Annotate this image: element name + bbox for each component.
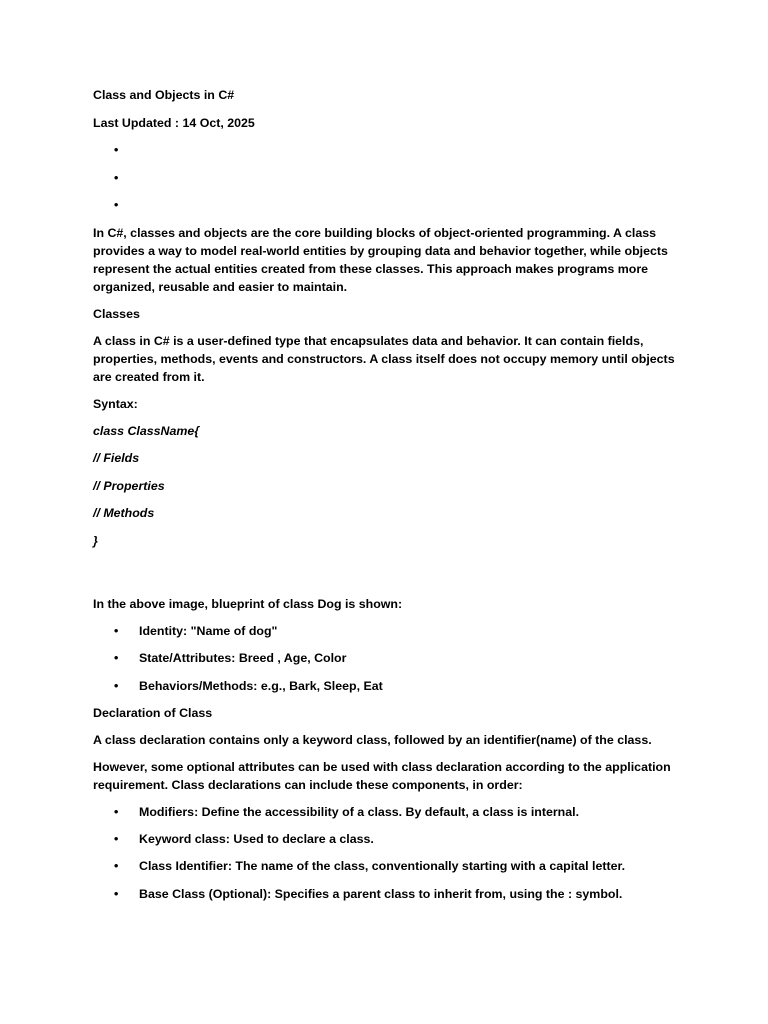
bullet-icon: • — [114, 143, 119, 157]
list-item-text: Keyword class: Used to declare a class. — [139, 832, 374, 847]
bullet-icon: • — [114, 804, 119, 819]
bullet-icon: • — [114, 886, 119, 901]
list-item — [93, 169, 683, 187]
list-item — [93, 141, 683, 159]
classes-paragraph: A class in C# is a user-defined type that encapsulates data and behavior. It can contain fields, properties, methods, events and constructors. A class itself does not occupy memory until objects are created from it. — [93, 333, 675, 384]
list-item — [93, 649, 683, 667]
declaration-heading: Declaration of Class — [93, 705, 213, 720]
list-item-text: Behaviors/Methods: e.g., Bark, Sleep, Eat — [139, 678, 383, 693]
classes-heading: Classes — [93, 306, 140, 321]
bullet-icon: • — [114, 832, 119, 847]
list-item — [93, 196, 683, 214]
list-item — [93, 857, 683, 875]
last-updated: Last Updated : 14 Oct, 2025 — [93, 116, 255, 130]
list-item-text: State/Attributes: Breed , Age, Color — [139, 651, 347, 666]
image-placeholder — [93, 559, 683, 595]
bullet-icon: • — [114, 624, 119, 638]
list-item-text: Modifiers: Define the accessibility of a class. By default, a class is internal. — [139, 804, 580, 819]
list-item-text: Class Identifier: The name of the class, conventionally starting with a capital letter. — [139, 859, 626, 874]
bullet-icon: • — [114, 198, 119, 212]
bullet-icon: • — [114, 651, 119, 666]
bullet-icon: • — [114, 170, 119, 185]
code-line: // Methods — [93, 506, 155, 520]
list-item-text: Identity: "Name of dog" — [139, 624, 278, 638]
list-item — [93, 803, 683, 821]
code-line: // Properties — [93, 478, 165, 493]
declaration-paragraph: A class declaration contains only a keyword class, followed by an identifier(name) of the class. — [93, 732, 652, 747]
code-line: class ClassName{ — [93, 423, 200, 438]
list-item — [93, 830, 683, 848]
code-line: } — [93, 533, 98, 548]
document-page — [93, 86, 683, 912]
list-item — [93, 885, 683, 903]
dog-attributes-list — [93, 622, 683, 695]
article-title: Class and Objects in C# — [93, 88, 235, 102]
intro-paragraph: In C#, classes and objects are the core building blocks of object-oriented programming. A class provides a way to model real-world entities by grouping data and behavior together, while objects represent the actual entities created from these classes. This approach makes programs more organized, reusable and easier to maintain. — [93, 225, 668, 294]
syntax-label: Syntax: — [93, 396, 138, 411]
empty-bullet-list — [93, 141, 683, 214]
image-caption: In the above image, blueprint of class Dog is shown: — [93, 597, 403, 611]
optional-attributes-paragraph: However, some optional attributes can be used with class declaration according to the application requirement. Class declarations can include these components, in order: — [93, 759, 671, 792]
bullet-icon: • — [114, 859, 119, 874]
list-item — [93, 677, 683, 695]
class-components-list — [93, 803, 683, 903]
bullet-icon: • — [114, 678, 119, 693]
list-item-text: Base Class (Optional): Specifies a parent class to inherit from, using the : symbol. — [139, 886, 623, 901]
code-line: // Fields — [93, 451, 140, 465]
list-item — [93, 622, 683, 640]
